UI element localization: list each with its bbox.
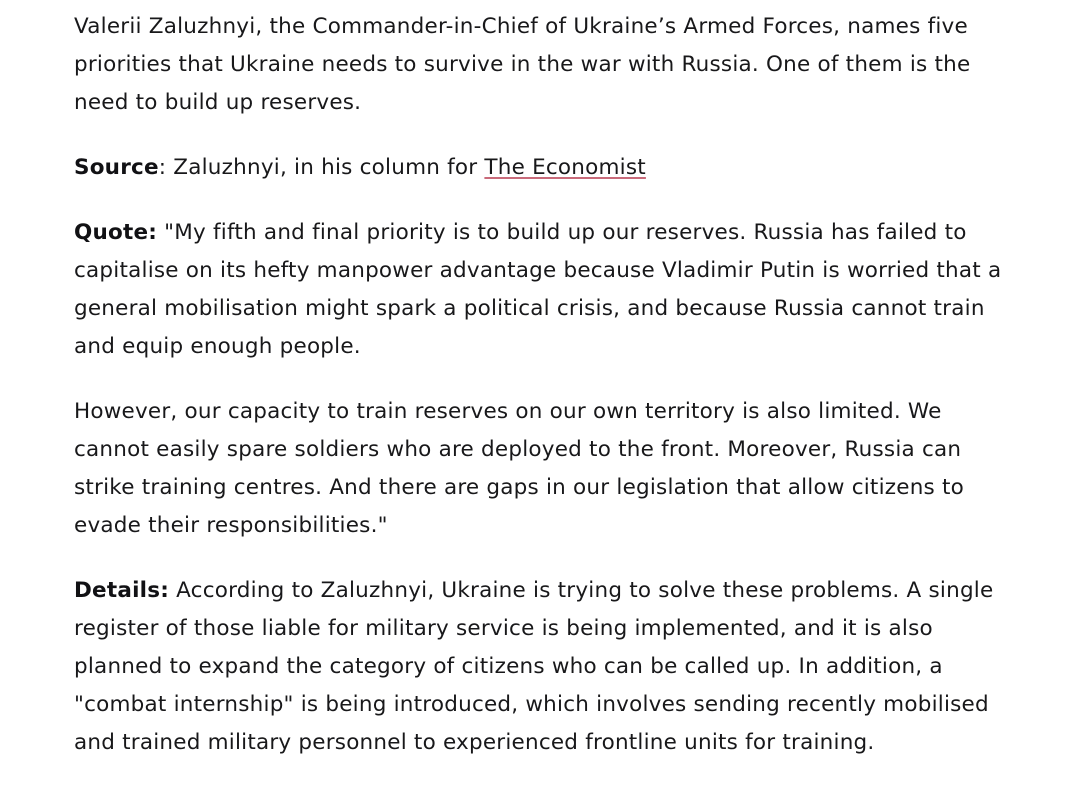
paragraph-text: : Zaluzhnyi, in his column for xyxy=(158,155,485,180)
paragraph-source xyxy=(74,149,1012,187)
paragraph-text: According to Zaluzhnyi, Ukraine is trying to solve these problems. A single register of those liable for military service is being implemented, and it is also planned to expand the category of citizens who can be called up. In addition, a "combat internship" is being introduced, which involves sending recently mobilised and trained military personnel to experienced frontline units for training. xyxy=(74,578,994,755)
paragraph-quote-second xyxy=(74,393,1012,545)
paragraph-text: However, our capacity to train reserves on our own territory is also limited. We cannot easily spare soldiers who are deployed to the front. Moreover, Russia can strike training centres. And there are gaps in our legislation that allow citizens to evade their responsibilities." xyxy=(74,399,965,538)
paragraph-quote-first xyxy=(74,214,1012,366)
source-label: Source xyxy=(74,155,159,180)
paragraph-text: "My fifth and final priority is to build up our reserves. Russia has failed to capitalise on its hefty manpower advantage because Vladimir Putin is worried that a general mobilisation might spark a political crisis, and because Russia cannot train and equip enough people. xyxy=(74,220,1002,359)
quote-label: Quote: xyxy=(74,220,158,245)
paragraph-intro xyxy=(74,8,1012,122)
paragraph-details xyxy=(74,572,1012,762)
paragraph-text: Valerii Zaluzhnyi, the Commander-in-Chief of Ukraine’s Armed Forces, names five priorities that Ukraine needs to survive in the war with Russia. One of them is the need to build up reserves. xyxy=(74,14,971,115)
the-economist-link[interactable]: The Economist xyxy=(484,155,646,180)
details-label: Details: xyxy=(74,578,170,603)
